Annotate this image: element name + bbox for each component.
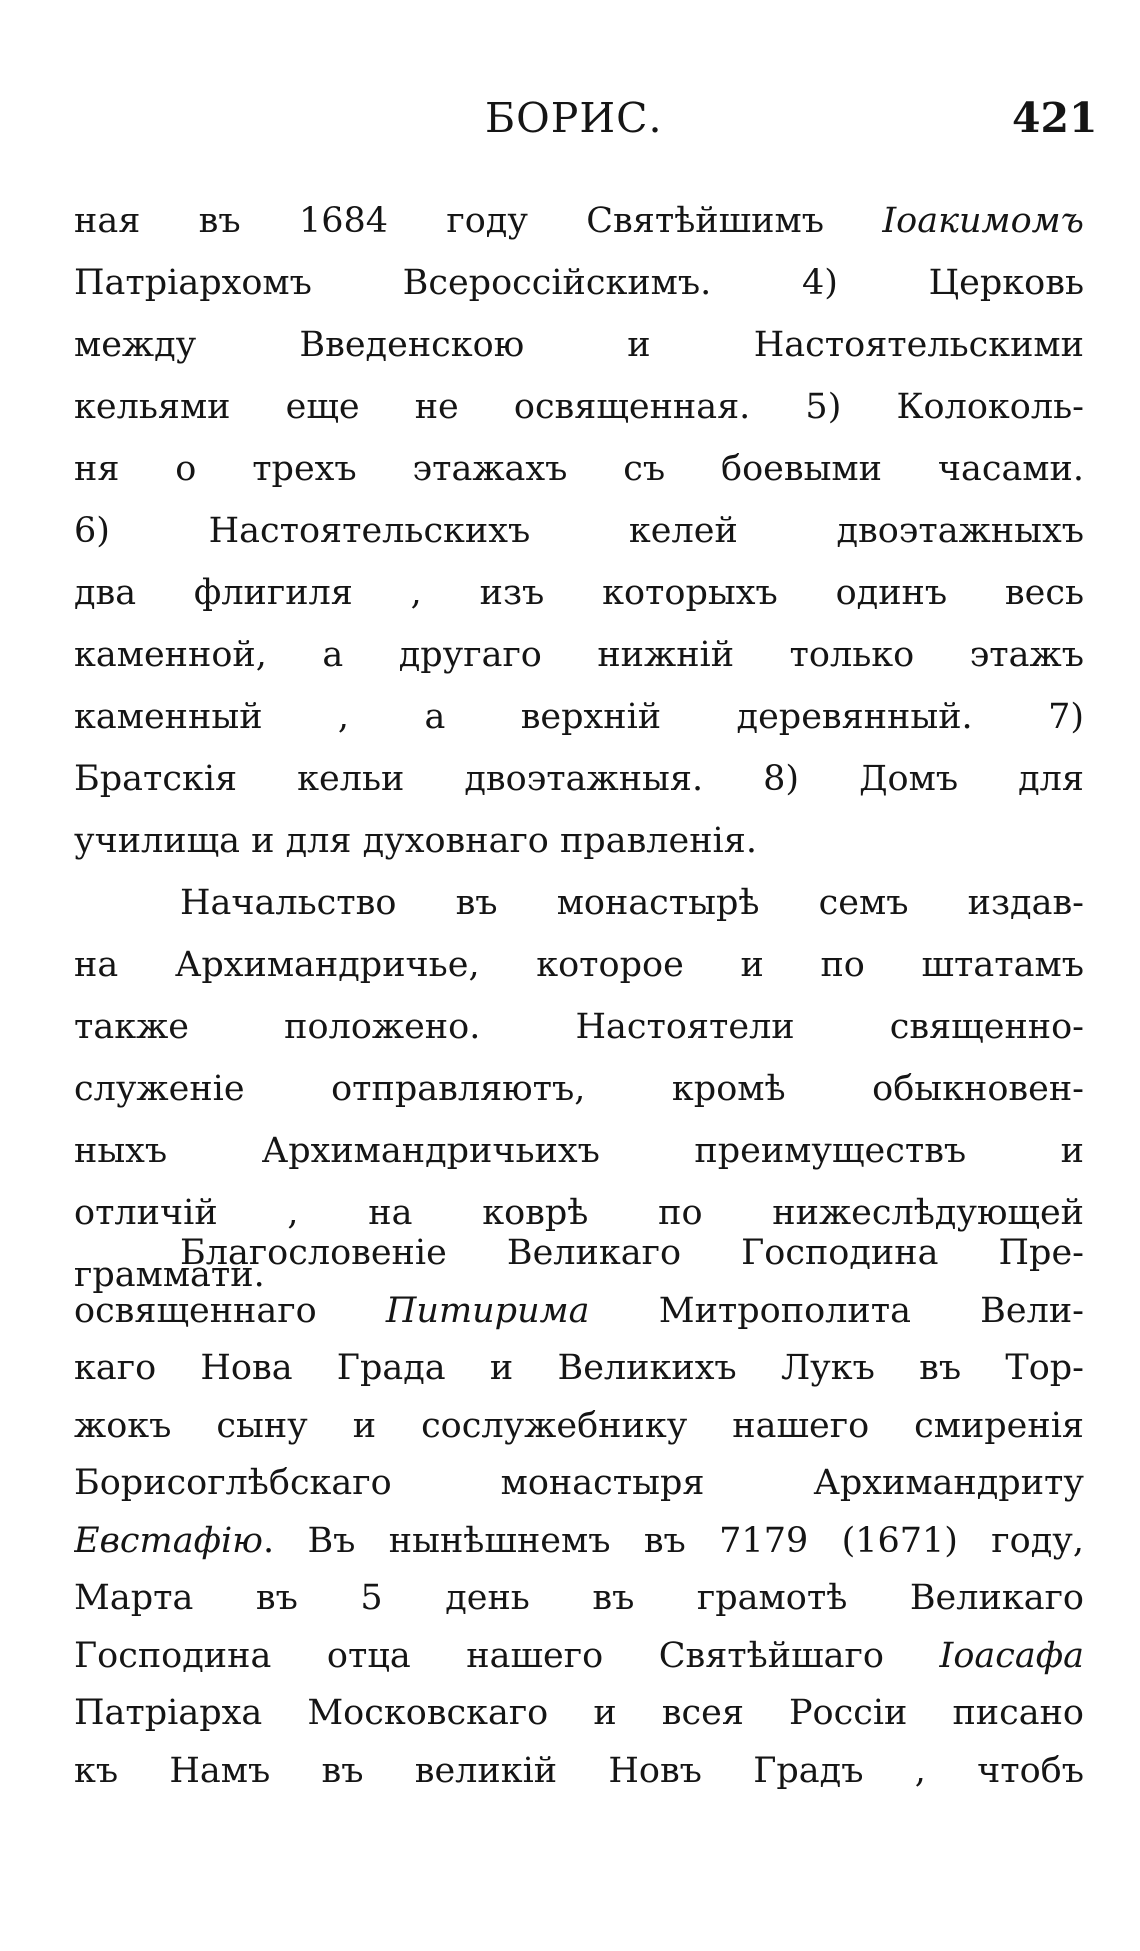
text-line: ная въ 1684 году Святѣйшимъ Іоакимомъ xyxy=(74,201,1084,241)
text-line: на Архимандричье, которое и по штатамъ xyxy=(74,945,1084,985)
text-line: Марта въ 5 день въ грамотѣ Великаго xyxy=(74,1578,1084,1618)
text-line: Борисоглѣбскаго монастыря Архимандриту xyxy=(74,1463,1084,1503)
running-head xyxy=(0,88,1140,148)
text-line: Патріарха Московскаго и всея Россіи писано xyxy=(74,1693,1084,1733)
text-line: жокъ сыну и сослужебнику нашего смиренія xyxy=(74,1405,1084,1446)
text-line: каго Нова Града и Великихъ Лукъ въ Тор- xyxy=(74,1348,1084,1388)
page-number: 421 xyxy=(1012,94,1098,142)
text-line: 6) Настоятельскихъ келей двоэтажныхъ xyxy=(74,511,1084,551)
text-block-charter xyxy=(74,1225,1084,1800)
text-line: Патріархомъ Всероссійскимъ. 4) Церковь xyxy=(74,263,1084,303)
text-line: кельями еще не освященная. 5) Колоколь- xyxy=(74,387,1084,427)
text-line: каменной, а другаго нижній только этажъ xyxy=(74,635,1084,675)
text-line: Господина отца нашего Святѣйшаго Іоасафа xyxy=(74,1635,1084,1676)
text-line: Начальство въ монастырѣ семъ издав- xyxy=(180,883,1084,923)
name-emphasis: Іоасафа xyxy=(939,1635,1084,1676)
text-line: къ Намъ въ великій Новъ Градъ , чтобъ xyxy=(74,1750,1084,1791)
text-line: каменный , а верхній деревянный. 7) xyxy=(74,697,1084,737)
text-line: Евстафію. Въ нынѣшнемъ въ 7179 (1671) году, xyxy=(74,1520,1084,1561)
text-line: два флигиля , изъ которыхъ одинъ весь xyxy=(74,573,1084,613)
text-line: ныхъ Архимандричьихъ преимуществъ и xyxy=(74,1131,1084,1171)
text-line: граммати. xyxy=(74,1255,265,1295)
text-line: Братскія кельи двоэтажныя. 8) Домъ для xyxy=(74,759,1084,799)
text-line: служеніе отправляютъ, кромѣ обыкновен- xyxy=(74,1069,1084,1109)
name-emphasis: Питирима xyxy=(385,1290,590,1331)
text-line: училища и для духовнаго правленія. xyxy=(74,821,757,861)
text-line: отличій , на коврѣ по нижеслѣдующей xyxy=(74,1193,1084,1233)
text-line: освященнаго Питирима Митрополита Вели- xyxy=(74,1290,1084,1331)
name-emphasis: Евстафію xyxy=(74,1520,263,1561)
text-line: также положено. Настоятели священно- xyxy=(74,1007,1084,1047)
text-line: между Введенскою и Настоятельскими xyxy=(74,325,1084,365)
text-line: ня о трехъ этажахъ съ боевыми часами. xyxy=(74,449,1084,489)
text-block-upper xyxy=(74,190,1084,1306)
running-title: БОРИС. xyxy=(485,94,663,142)
name-emphasis: Іоакимомъ xyxy=(882,201,1084,241)
text-line: Благословеніе Великаго Господина Пре- xyxy=(180,1233,1084,1273)
